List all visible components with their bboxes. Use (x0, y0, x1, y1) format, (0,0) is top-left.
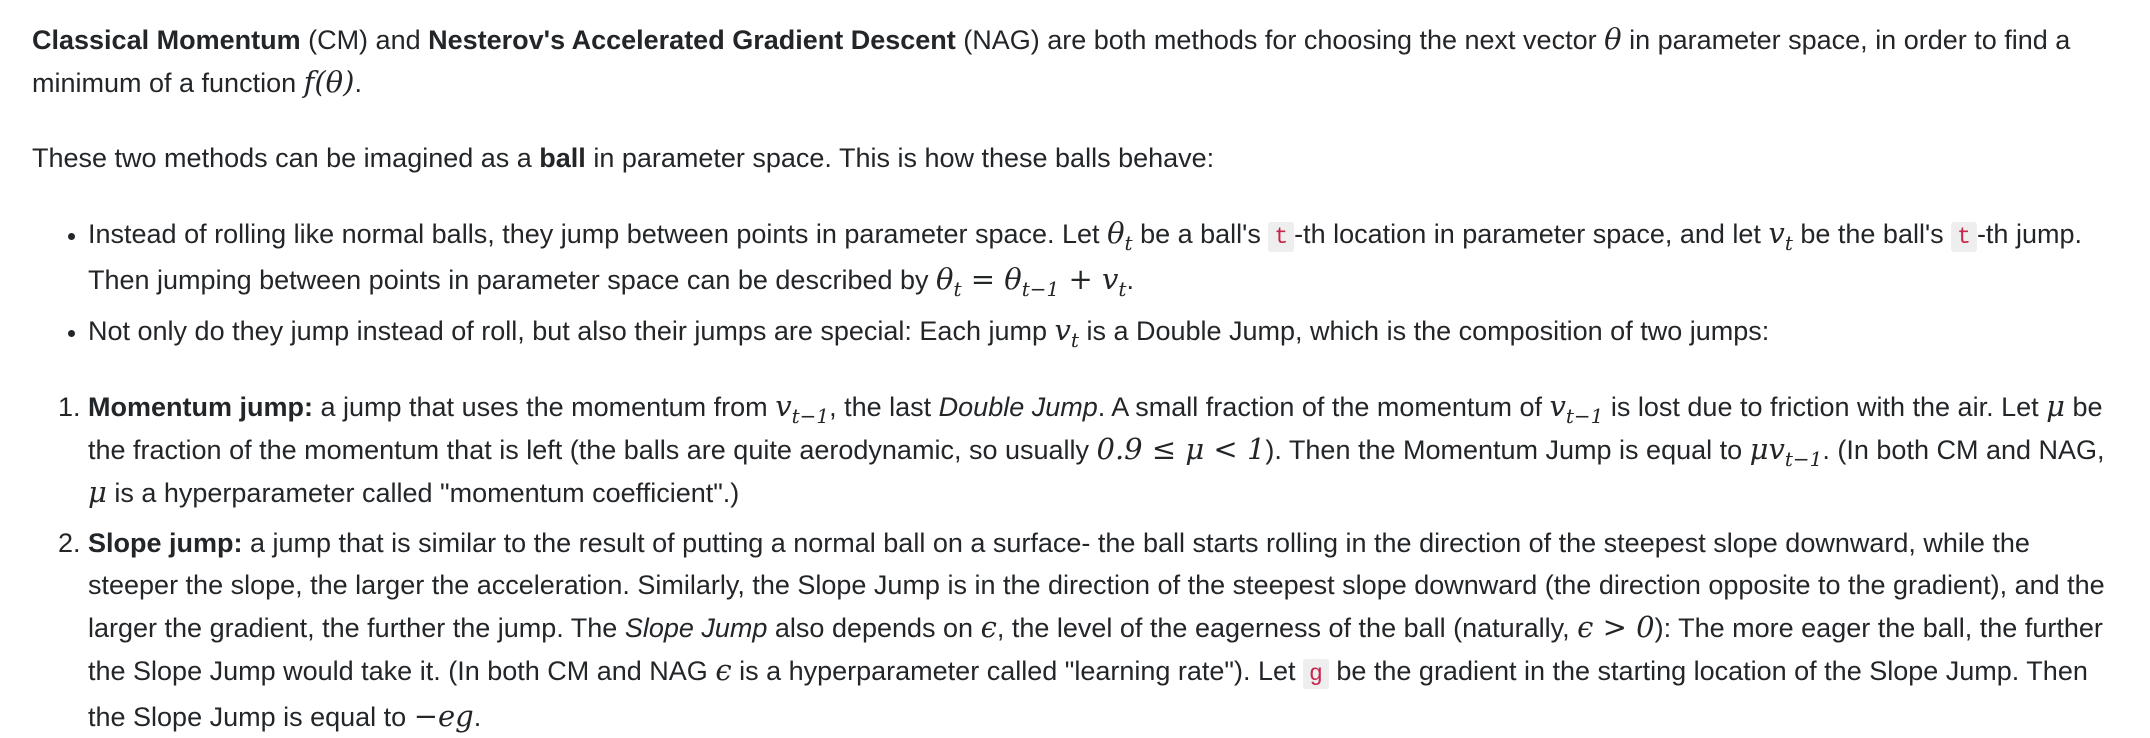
item-text: . A small fraction of the momentum of (1097, 392, 1550, 422)
intro-text: . (354, 68, 362, 98)
double-jump-em: Double Jump (938, 392, 1098, 422)
item-text: Instead of rolling like normal balls, they jump between points in parameter space. Let (88, 219, 1108, 249)
math-v-t-minus-1: $v_{t-1}$ (775, 389, 830, 428)
math-v-t: $v_t$ (1768, 216, 1793, 255)
intro-paragraph (32, 18, 2110, 104)
list-item (88, 309, 2110, 352)
list-item (88, 212, 2110, 301)
bullet-list (32, 212, 2110, 352)
item-text: . (473, 702, 482, 732)
nag-name: Nesterov's Accelerated Gradient Descent (428, 25, 956, 55)
math-theta-t: $\theta_t$ (1107, 216, 1133, 255)
item-text: is a hyperparameter called "learning rate"). Let (731, 656, 1304, 686)
balls-text: in parameter space. This is how these balls behave: (585, 143, 1215, 173)
item-text: -th jump. Then jumping between points in parameter space can be described by (88, 219, 2082, 295)
item-text: is lost due to friction with the air. Let (1603, 392, 2047, 422)
list-item-momentum-jump (88, 385, 2110, 514)
item-text: also depends on (767, 613, 981, 643)
list-item-slope-jump (88, 522, 2110, 738)
math-mu-v: $\mu v_{t-1}$ (1749, 432, 1823, 471)
item-text: a jump that uses the momentum from (312, 392, 776, 422)
inline-code: g (1303, 659, 1329, 689)
item-text: be the ball's (1792, 219, 1952, 249)
item-text: ). Then the Momentum Jump is equal to (1265, 435, 1750, 465)
item-text: be the gradient in the starting location of the Slope Jump. Then the Slope Jump is equal to (88, 656, 2088, 732)
math-v-t: $v_t$ (1054, 313, 1079, 352)
item-text: is a hyperparameter called "momentum coefficient".) (106, 478, 740, 508)
math-f-theta: f(θ) (303, 65, 355, 99)
math-theta: θ (1604, 22, 1622, 56)
balls-paragraph (32, 137, 2110, 179)
item-text: , the level of the eagerness of the ball (naturally, (996, 613, 1578, 643)
math-epsilon: ϵ (980, 610, 997, 644)
inline-code: t (1268, 222, 1294, 252)
item-text: Not only do they jump instead of roll, but also their jumps are special: Each jump (88, 316, 1055, 346)
intro-text: in parameter space, in order to find a minimum of a function (32, 25, 2071, 98)
balls-text: These two methods can be imagined as a (32, 143, 540, 173)
math-v-t-minus-1: $v_{t-1}$ (1549, 389, 1604, 428)
item-text: . (In both CM and NAG, (1822, 435, 2105, 465)
item-text: ): The more eager the ball, the further the Slope Jump would take it. (In both CM and NAG (88, 613, 2103, 686)
math-epsilon: ϵ (715, 653, 732, 687)
item-text: a jump that is similar to the result of putting a normal ball on a surface- the ball starts rolling in the direction of the steepest slope downward, while the steeper the slope, the larger the acceleration. Similarly, the Slope Jump is in the direction of the steepest slope downward (the direction opposite to the gradient), and the larger the gradient, the further the jump. The (88, 528, 2105, 643)
slope-jump-em: Slope Jump (624, 613, 768, 643)
math-mu: μ (2046, 389, 2065, 423)
cm-name: Classical Momentum (32, 25, 301, 55)
item-text: be the fraction of the momentum that is left (the balls are quite aerodynamic, so usually (88, 392, 2103, 465)
ball-word: ball (539, 143, 586, 173)
math-update-equation: $\theta_t = \theta_{t-1} + v_t$ (936, 262, 1127, 301)
momentum-jump-title: Momentum jump: (88, 392, 313, 422)
slope-jump-title: Slope jump: (88, 528, 243, 558)
item-text: , the last (829, 392, 939, 422)
math-epsilon-inequality: ϵ > 0 (1577, 610, 1655, 644)
math-mu: μ (88, 475, 107, 509)
intro-text: (NAG) are both methods for choosing the next vector (955, 25, 1605, 55)
item-text: . (1126, 265, 1134, 295)
math-mu-inequality: 0.9 ≤ μ < 1 (1096, 432, 1266, 466)
inline-code: t (1951, 222, 1977, 252)
item-text: be a ball's (1132, 219, 1269, 249)
intro-text: (CM) and (300, 25, 429, 55)
item-text: -th location in parameter space, and let (1294, 219, 1769, 249)
numbered-list (32, 385, 2110, 738)
item-text: is a Double Jump, which is the composition of two jumps: (1078, 316, 1770, 346)
math-neg-eg: −eg (413, 699, 474, 733)
